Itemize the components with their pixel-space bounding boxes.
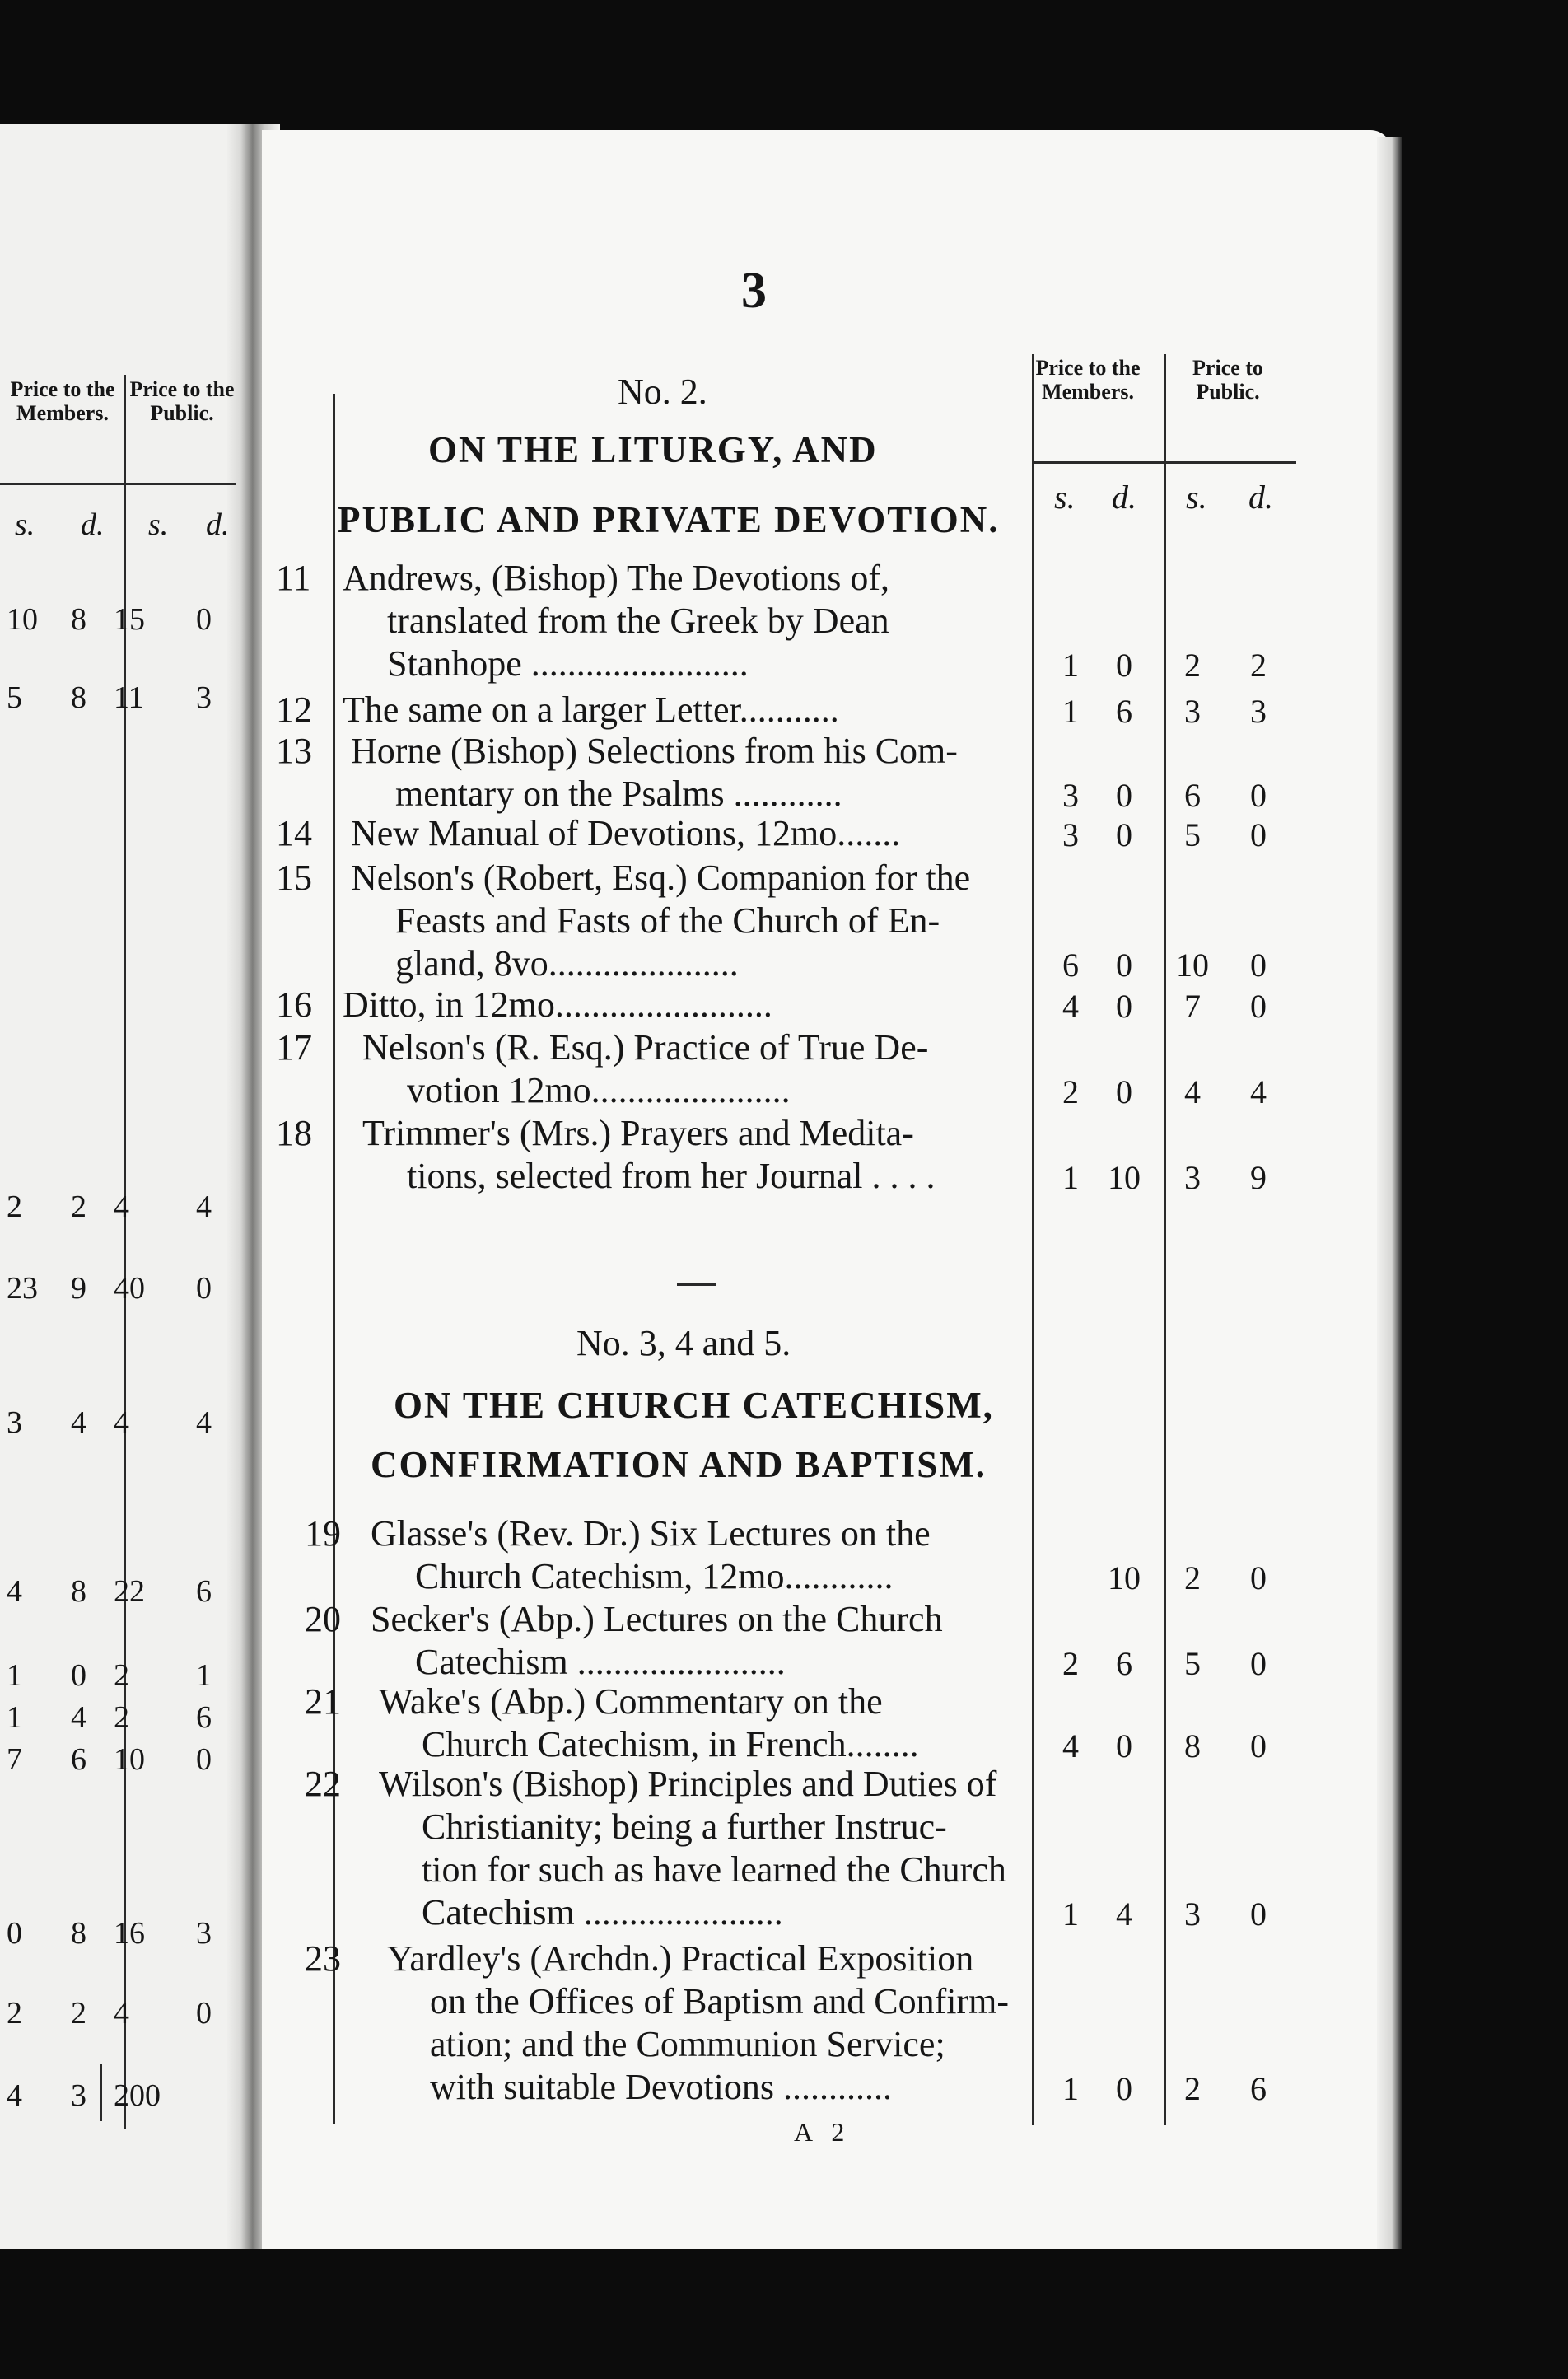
entry-text-line: Stanhope ........................ xyxy=(387,643,749,684)
entry-text-line: tions, selected from her Journal . . . . xyxy=(407,1156,936,1196)
left-unit-s1: s. xyxy=(15,507,35,542)
entry-price-cell: 8 xyxy=(1184,1727,1201,1764)
left-price-cell: 0 xyxy=(7,1916,22,1951)
entry-price-cell: 0 xyxy=(1116,1727,1132,1764)
entry-price-cell: 6 xyxy=(1184,777,1201,814)
entry-price-cell: 0 xyxy=(1250,1645,1267,1682)
section-3-title-line1: ON THE CHURCH CATECHISM, xyxy=(394,1385,994,1426)
left-price-cell: 22 xyxy=(114,1574,145,1609)
left-price-cell: 8 xyxy=(71,1574,86,1609)
entry-number: 13 xyxy=(276,731,312,771)
entry-number: 20 xyxy=(305,1599,341,1639)
left-header-rule xyxy=(0,483,236,485)
entry-price-cell: 3 xyxy=(1250,693,1267,730)
left-price-cell: 3 xyxy=(196,1916,212,1951)
entry-price-cell: 0 xyxy=(1250,777,1267,814)
left-price-cell: 0 xyxy=(196,1742,212,1777)
entry-price-cell: 0 xyxy=(1250,1559,1267,1596)
entry-number: 14 xyxy=(276,813,312,853)
entry-text-line: gland, 8vo..................... xyxy=(395,943,739,984)
entry-text-line: Nelson's (Robert, Esq.) Companion for the xyxy=(351,858,971,898)
left-price-cell: 6 xyxy=(196,1574,212,1609)
entry-price-cell: 5 xyxy=(1184,816,1201,853)
members-column-rule xyxy=(1032,354,1034,2125)
entry-text-line: Horne (Bishop) Selections from his Com- xyxy=(351,731,958,771)
left-price-cell: 4 xyxy=(114,1996,129,2031)
entry-text-line: New Manual of Devotions, 12mo....... xyxy=(351,813,901,853)
left-price-cell: 4 xyxy=(71,1700,86,1735)
section-3-title-line2: CONFIRMATION AND BAPTISM. xyxy=(371,1444,987,1485)
left-price-cell: 1 xyxy=(7,1700,22,1735)
entry-number: 21 xyxy=(305,1681,341,1722)
left-column-rule-short xyxy=(100,2064,102,2121)
entry-text-line: Wilson's (Bishop) Principles and Duties of xyxy=(379,1764,997,1804)
entry-price-cell: 3 xyxy=(1184,1895,1201,1933)
entry-text-line: Trimmer's (Mrs.) Prayers and Medita- xyxy=(362,1113,914,1153)
entry-text-line: Church Catechism, 12mo............ xyxy=(415,1556,894,1596)
entry-price-cell: 0 xyxy=(1116,777,1132,814)
left-price-cell: 3 xyxy=(7,1405,22,1440)
left-price-cell: 0 xyxy=(71,1658,86,1693)
entry-price-cell: 0 xyxy=(1250,1895,1267,1933)
entry-price-cell: 10 xyxy=(1176,946,1209,984)
left-price-cell: 8 xyxy=(71,602,86,637)
left-price-cell: 9 xyxy=(71,1271,86,1306)
left-price-cell: 4 xyxy=(7,2078,22,2113)
entry-number: 15 xyxy=(276,858,312,898)
entry-price-cell: 2 xyxy=(1250,647,1267,684)
entry-text-line: Nelson's (R. Esq.) Practice of True De- xyxy=(362,1027,929,1068)
entry-price-cell: 2 xyxy=(1184,2070,1201,2107)
left-price-cell: 4 xyxy=(196,1405,212,1440)
entry-text-line: Andrews, (Bishop) The Devotions of, xyxy=(343,558,889,598)
left-members-header: Price to the Members. xyxy=(10,377,115,425)
left-price-cell: 11 xyxy=(114,680,144,715)
left-price-cell: 4 xyxy=(7,1574,22,1609)
left-price-cell: 2 xyxy=(71,1996,86,2031)
entry-text-line: votion 12mo...................... xyxy=(407,1070,791,1110)
left-price-cell: 2 xyxy=(7,1190,22,1224)
entry-price-cell: 3 xyxy=(1184,693,1201,730)
entry-text-line: Wake's (Abp.) Commentary on the xyxy=(379,1681,883,1722)
left-price-cell: 6 xyxy=(196,1700,212,1735)
left-price-cell: 10 xyxy=(114,1742,145,1777)
entry-price-cell: 1 xyxy=(1062,693,1079,730)
unit-s-members: s. xyxy=(1054,479,1076,516)
entry-price-cell: 0 xyxy=(1116,816,1132,853)
entry-text-line: Church Catechism, in French........ xyxy=(422,1724,919,1764)
entry-price-cell: 6 xyxy=(1116,693,1132,730)
public-column-rule xyxy=(1164,354,1166,2125)
entry-text-line: on the Offices of Baptism and Confirm- xyxy=(430,1981,1010,2021)
entry-price-cell: 4 xyxy=(1062,1727,1079,1764)
left-price-cell: 10 xyxy=(7,602,38,637)
left-price-cell: 0 xyxy=(196,602,212,637)
left-price-cell: 23 xyxy=(7,1271,38,1306)
left-unit-d2: d. xyxy=(206,507,230,542)
left-price-cell: 3 xyxy=(71,2078,86,2113)
entry-text-line: ation; and the Communion Service; xyxy=(430,2024,945,2064)
entry-price-cell: 4 xyxy=(1250,1073,1267,1110)
entry-price-cell: 2 xyxy=(1184,1559,1201,1596)
section-2-title-line2: PUBLIC AND PRIVATE DEVOTION. xyxy=(338,499,1000,540)
left-price-cell: 5 xyxy=(7,680,22,715)
entry-number: 16 xyxy=(276,984,312,1025)
entry-price-cell: 0 xyxy=(1250,816,1267,853)
entry-price-cell: 7 xyxy=(1184,988,1201,1025)
entry-text-line: tion for such as have learned the Church xyxy=(422,1849,1006,1890)
entry-price-cell: 6 xyxy=(1116,1645,1132,1682)
entry-price-cell: 0 xyxy=(1116,647,1132,684)
left-price-cell: 8 xyxy=(71,680,86,715)
entry-price-cell: 1 xyxy=(1062,2070,1079,2107)
left-price-cell: 1 xyxy=(196,1658,212,1693)
section-3-number: No. 3, 4 and 5. xyxy=(576,1323,791,1363)
left-price-cell: 2 xyxy=(71,1190,86,1224)
entry-number: 18 xyxy=(276,1113,312,1153)
entry-text-line: Catechism ...................... xyxy=(422,1892,783,1933)
unit-d-members: d. xyxy=(1112,479,1136,516)
left-price-cell: 4 xyxy=(71,1405,86,1440)
left-price-cell: 0 xyxy=(196,1271,212,1306)
left-price-cell: 40 xyxy=(114,1271,145,1306)
public-price-header: Price to Public. xyxy=(1192,356,1263,404)
entry-price-cell: 0 xyxy=(1116,2070,1132,2107)
number-column-rule xyxy=(333,394,335,2124)
left-price-cell: 3 xyxy=(196,680,212,715)
left-price-cell: 8 xyxy=(71,1916,86,1951)
entry-price-cell: 4 xyxy=(1062,988,1079,1025)
left-unit-s2: s. xyxy=(148,507,169,542)
entry-text-line: Yardley's (Archdn.) Practical Exposition xyxy=(387,1938,974,1979)
left-price-cell: 4 xyxy=(114,1405,129,1440)
left-price-cell: 2 xyxy=(7,1996,22,2031)
entry-text-line: Catechism ....................... xyxy=(415,1642,786,1682)
entry-text-line: mentary on the Psalms ............ xyxy=(395,774,842,814)
entry-number: 22 xyxy=(305,1764,341,1804)
page-edge-shadow xyxy=(1377,137,1402,2249)
entry-price-cell: 3 xyxy=(1062,777,1079,814)
signature-mark: A 2 xyxy=(794,2117,852,2147)
entry-text-line: Secker's (Abp.) Lectures on the Church xyxy=(371,1599,943,1639)
entry-text-line: The same on a larger Letter........... xyxy=(343,689,839,730)
entry-price-cell: 0 xyxy=(1250,988,1267,1025)
left-price-cell: 7 xyxy=(7,1742,22,1777)
entry-price-cell: 3 xyxy=(1062,816,1079,853)
left-price-cell: 1 xyxy=(7,1658,22,1693)
entry-price-cell: 4 xyxy=(1116,1895,1132,1933)
entry-price-cell: 10 xyxy=(1108,1159,1141,1196)
entry-price-cell: 6 xyxy=(1250,2070,1267,2107)
entry-text-line: Glasse's (Rev. Dr.) Six Lectures on the xyxy=(371,1513,931,1554)
entry-price-cell: 2 xyxy=(1062,1073,1079,1110)
unit-d-public: d. xyxy=(1248,479,1273,516)
entry-price-cell: 0 xyxy=(1116,946,1132,984)
entry-price-cell: 0 xyxy=(1250,946,1267,984)
entry-number: 11 xyxy=(276,558,311,598)
unit-s-public: s. xyxy=(1186,479,1207,516)
left-price-cell: 200 xyxy=(114,2078,161,2113)
entry-price-cell: 5 xyxy=(1184,1645,1201,1682)
entry-text-line: Feasts and Fasts of the Church of En- xyxy=(395,900,940,941)
entry-price-cell: 0 xyxy=(1116,1073,1132,1110)
entry-price-cell: 4 xyxy=(1184,1073,1201,1110)
left-unit-d1: d. xyxy=(81,507,105,542)
left-price-cell: 0 xyxy=(196,1996,212,2031)
entry-price-cell: 1 xyxy=(1062,1895,1079,1933)
left-price-cell: 2 xyxy=(114,1658,129,1693)
entry-number: 17 xyxy=(276,1027,312,1068)
entry-price-cell: 1 xyxy=(1062,1159,1079,1196)
entry-text-line: Christianity; being a further Instruc- xyxy=(422,1806,947,1847)
left-column-rule xyxy=(124,375,126,2129)
entry-text-line: with suitable Devotions ............ xyxy=(430,2067,892,2107)
entry-price-cell: 9 xyxy=(1250,1159,1267,1196)
left-price-cell: 4 xyxy=(114,1190,129,1224)
left-price-cell: 2 xyxy=(114,1700,129,1735)
left-price-cell: 16 xyxy=(114,1916,145,1951)
entry-number: 12 xyxy=(276,689,312,730)
section-2-number: No. 2. xyxy=(618,372,707,412)
left-public-header: Price to the Public. xyxy=(129,377,235,425)
entry-price-cell: 2 xyxy=(1184,647,1201,684)
entry-price-cell: 2 xyxy=(1062,1645,1079,1682)
left-price-cell: 4 xyxy=(196,1190,212,1224)
members-price-header: Price to the Members. xyxy=(1035,356,1141,404)
entry-price-cell: 0 xyxy=(1116,988,1132,1025)
entry-price-cell: 3 xyxy=(1184,1159,1201,1196)
section-2-title-line1: ON THE LITURGY, AND xyxy=(428,429,878,470)
left-price-cell: 15 xyxy=(114,602,145,637)
entry-price-cell: 0 xyxy=(1250,1727,1267,1764)
left-price-cell: 6 xyxy=(71,1742,86,1777)
entry-text-line: Ditto, in 12mo........................ xyxy=(343,984,772,1025)
page-number: 3 xyxy=(741,263,767,319)
entry-price-cell: 1 xyxy=(1062,647,1079,684)
entry-text-line: translated from the Greek by Dean xyxy=(387,601,889,641)
entry-number: 23 xyxy=(305,1938,341,1979)
entry-price-cell: 6 xyxy=(1062,946,1079,984)
entry-price-cell: 10 xyxy=(1108,1559,1141,1596)
entry-number: 19 xyxy=(305,1513,341,1554)
section-separator-dash xyxy=(677,1283,716,1286)
